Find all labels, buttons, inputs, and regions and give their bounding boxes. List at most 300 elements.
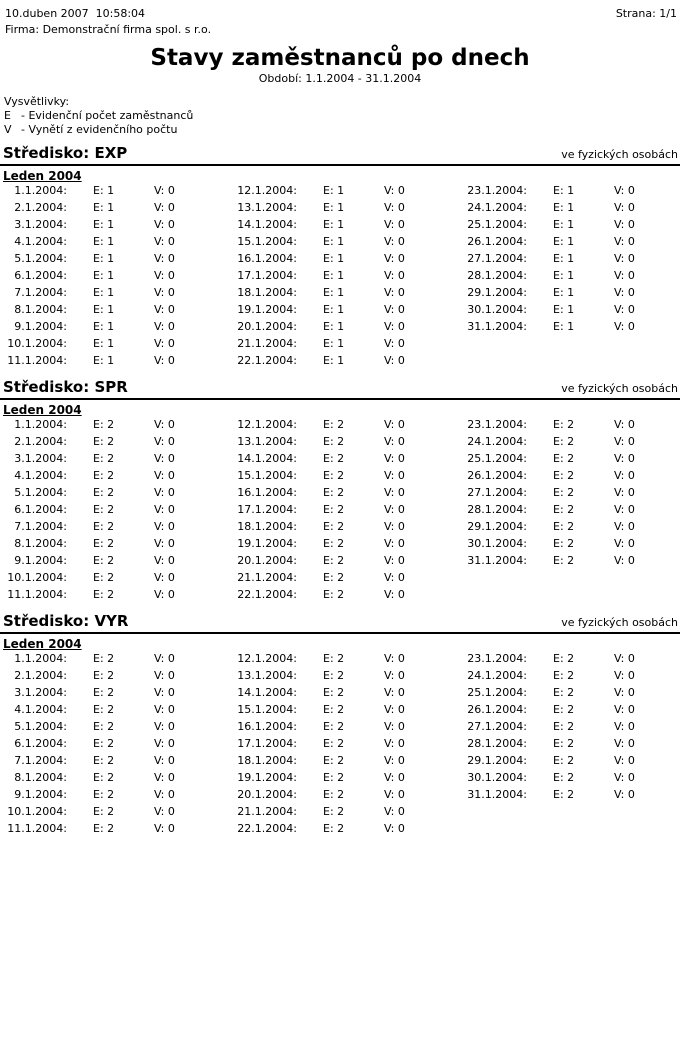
e-count: E: 1 — [323, 286, 345, 299]
table-row — [0, 788, 680, 805]
day-date: 27.1.2004: — [467, 720, 527, 733]
day-date: 22.1.2004: — [237, 822, 297, 835]
v-count: V: 0 — [384, 554, 405, 567]
day-entry — [465, 737, 680, 754]
day-entry — [5, 452, 235, 469]
day-date: 20.1.2004: — [237, 320, 297, 333]
day-date: 26.1.2004: — [467, 469, 527, 482]
v-count: V: 0 — [154, 537, 175, 550]
legend — [0, 95, 680, 137]
e-count: E: 1 — [323, 218, 345, 231]
day-entry — [465, 435, 680, 452]
day-entry — [5, 252, 235, 269]
day-date: 13.1.2004: — [237, 669, 297, 682]
v-count: V: 0 — [384, 320, 405, 333]
day-date: 24.1.2004: — [467, 435, 527, 448]
v-count: V: 0 — [154, 320, 175, 333]
day-entry — [465, 452, 680, 469]
day-entry — [465, 337, 680, 354]
day-date: 1.1.2004: — [14, 652, 67, 665]
day-date: 6.1.2004: — [14, 269, 67, 282]
v-count: V: 0 — [384, 469, 405, 482]
v-count: V: 0 — [154, 486, 175, 499]
day-date: 6.1.2004: — [14, 503, 67, 516]
day-date: 16.1.2004: — [237, 720, 297, 733]
e-count: E: 2 — [93, 737, 115, 750]
v-count: V: 0 — [614, 252, 635, 265]
table-row — [0, 652, 680, 669]
e-count: E: 2 — [553, 686, 575, 699]
day-entry — [235, 737, 465, 754]
day-date: 27.1.2004: — [467, 486, 527, 499]
v-count: V: 0 — [154, 469, 175, 482]
e-count: E: 1 — [323, 201, 345, 214]
e-count: E: 2 — [93, 652, 115, 665]
day-entry — [5, 652, 235, 669]
e-count: E: 1 — [323, 337, 345, 350]
v-count: V: 0 — [154, 354, 175, 367]
v-count: V: 0 — [154, 771, 175, 784]
e-count: E: 2 — [323, 418, 345, 431]
legend-text: - Vynětí z evidenčního počtu — [21, 123, 178, 136]
day-date: 3.1.2004: — [14, 452, 67, 465]
table-row — [0, 537, 680, 554]
v-count: V: 0 — [614, 235, 635, 248]
day-entry — [5, 571, 235, 588]
day-entry — [465, 588, 680, 605]
e-count: E: 1 — [93, 252, 115, 265]
department-title: Středisko: SPR — [3, 378, 128, 396]
day-entry — [235, 337, 465, 354]
print-datetime: 10.duben 2007 10:58:04 — [5, 7, 146, 20]
e-count: E: 1 — [553, 269, 575, 282]
e-count: E: 2 — [553, 771, 575, 784]
day-entry — [465, 235, 680, 252]
v-count: V: 0 — [614, 418, 635, 431]
table-row — [0, 286, 680, 303]
day-date: 8.1.2004: — [14, 303, 67, 316]
table-row — [0, 503, 680, 520]
v-count: V: 0 — [614, 201, 635, 214]
e-count: E: 2 — [323, 588, 345, 601]
e-count — [527, 354, 614, 371]
day-entry — [465, 703, 680, 720]
department-section — [0, 613, 680, 839]
table-row — [0, 588, 680, 605]
table-row — [0, 235, 680, 252]
day-entry — [465, 537, 680, 554]
day-entry — [5, 303, 235, 320]
day-date: 23.1.2004: — [467, 184, 527, 197]
v-count: V: 0 — [384, 435, 405, 448]
e-count: E: 2 — [93, 686, 115, 699]
report-title: Stavy zaměstnanců po dnech — [150, 45, 530, 71]
v-count: V: 0 — [154, 520, 175, 533]
day-entry — [235, 354, 465, 371]
day-entry — [465, 686, 680, 703]
table-row — [0, 554, 680, 571]
department-header — [0, 379, 680, 400]
day-date: 17.1.2004: — [237, 737, 297, 750]
e-count: E: 2 — [93, 520, 115, 533]
day-date: 12.1.2004: — [237, 184, 297, 197]
day-entry — [5, 822, 235, 839]
day-entry — [465, 554, 680, 571]
day-entry — [465, 269, 680, 286]
e-count — [527, 822, 614, 839]
day-entry — [465, 469, 680, 486]
day-entry — [235, 320, 465, 337]
day-date: 16.1.2004: — [237, 486, 297, 499]
day-date: 13.1.2004: — [237, 435, 297, 448]
day-date: 2.1.2004: — [14, 435, 67, 448]
v-count: V: 0 — [154, 686, 175, 699]
day-date: 21.1.2004: — [237, 337, 297, 350]
v-count: V: 0 — [154, 737, 175, 750]
day-date: 27.1.2004: — [467, 252, 527, 265]
day-date: 4.1.2004: — [14, 703, 67, 716]
legend-item — [4, 109, 680, 123]
table-row — [0, 218, 680, 235]
day-entry — [5, 218, 235, 235]
day-date: 7.1.2004: — [14, 286, 67, 299]
table-row — [0, 703, 680, 720]
day-date: 16.1.2004: — [237, 252, 297, 265]
day-date: 12.1.2004: — [237, 652, 297, 665]
e-count: E: 1 — [553, 252, 575, 265]
day-entry — [465, 520, 680, 537]
v-count — [614, 354, 680, 371]
day-date: 19.1.2004: — [237, 771, 297, 784]
department-section — [0, 145, 680, 371]
e-count: E: 1 — [323, 303, 345, 316]
day-date: 11.1.2004: — [7, 588, 67, 601]
table-row — [0, 805, 680, 822]
legend-symbol: V — [4, 123, 12, 136]
day-entry — [5, 337, 235, 354]
v-count: V: 0 — [154, 588, 175, 601]
e-count: E: 1 — [323, 320, 345, 333]
e-count: E: 1 — [93, 320, 115, 333]
table-row — [0, 737, 680, 754]
day-date: 6.1.2004: — [14, 737, 67, 750]
day-date: 20.1.2004: — [237, 554, 297, 567]
day-entry — [5, 788, 235, 805]
day-entry — [235, 520, 465, 537]
v-count: V: 0 — [384, 503, 405, 516]
e-count: E: 1 — [553, 320, 575, 333]
e-count: E: 2 — [553, 720, 575, 733]
day-entry — [235, 805, 465, 822]
e-count: E: 2 — [323, 737, 345, 750]
day-date: 9.1.2004: — [14, 788, 67, 801]
day-entry — [465, 354, 680, 371]
day-entry — [235, 469, 465, 486]
day-date: 3.1.2004: — [14, 686, 67, 699]
day-entry — [235, 822, 465, 839]
e-count: E: 2 — [553, 703, 575, 716]
e-count: E: 2 — [323, 554, 345, 567]
day-date: 30.1.2004: — [467, 537, 527, 550]
day-entry — [235, 754, 465, 771]
v-count: V: 0 — [384, 669, 405, 682]
day-entry — [465, 503, 680, 520]
e-count: E: 2 — [93, 418, 115, 431]
day-date: 23.1.2004: — [467, 652, 527, 665]
day-date: 5.1.2004: — [14, 720, 67, 733]
e-count: E: 1 — [323, 269, 345, 282]
day-date: 18.1.2004: — [237, 286, 297, 299]
day-entry — [5, 771, 235, 788]
e-count: E: 2 — [553, 486, 575, 499]
day-date: 10.1.2004: — [7, 571, 67, 584]
day-date — [465, 822, 527, 839]
v-count: V: 0 — [614, 218, 635, 231]
day-date: 7.1.2004: — [14, 520, 67, 533]
day-entry — [465, 286, 680, 303]
v-count: V: 0 — [154, 720, 175, 733]
v-count: V: 0 — [614, 669, 635, 682]
day-entry — [465, 201, 680, 218]
day-entry — [235, 252, 465, 269]
page-number: Strana: 1/1 — [615, 7, 677, 20]
e-count: E: 1 — [323, 184, 345, 197]
legend-text: - Evidenční počet zaměstnanců — [21, 109, 194, 122]
e-count: E: 1 — [323, 354, 345, 367]
day-entry — [465, 571, 680, 588]
table-row — [0, 452, 680, 469]
day-date: 21.1.2004: — [237, 805, 297, 818]
v-count: V: 0 — [614, 686, 635, 699]
e-count: E: 2 — [93, 788, 115, 801]
v-count: V: 0 — [384, 252, 405, 265]
v-count: V: 0 — [154, 252, 175, 265]
day-date: 24.1.2004: — [467, 201, 527, 214]
e-count: E: 2 — [553, 520, 575, 533]
e-count: E: 2 — [323, 469, 345, 482]
v-count: V: 0 — [384, 537, 405, 550]
day-entry — [5, 737, 235, 754]
e-count: E: 2 — [323, 537, 345, 550]
day-grid — [0, 652, 680, 839]
table-row — [0, 269, 680, 286]
table-row — [0, 201, 680, 218]
v-count: V: 0 — [384, 235, 405, 248]
day-entry — [5, 435, 235, 452]
e-count: E: 2 — [553, 452, 575, 465]
e-count: E: 2 — [323, 771, 345, 784]
day-date: 30.1.2004: — [467, 303, 527, 316]
v-count: V: 0 — [614, 286, 635, 299]
day-date: 11.1.2004: — [7, 354, 67, 367]
day-entry — [465, 771, 680, 788]
table-row — [0, 486, 680, 503]
e-count: E: 1 — [93, 235, 115, 248]
day-entry — [5, 354, 235, 371]
e-count: E: 2 — [323, 788, 345, 801]
legend-item — [4, 123, 680, 137]
e-count: E: 2 — [323, 520, 345, 533]
v-count: V: 0 — [154, 571, 175, 584]
v-count: V: 0 — [154, 503, 175, 516]
v-count: V: 0 — [384, 520, 405, 533]
day-entry — [235, 686, 465, 703]
day-entry — [235, 286, 465, 303]
e-count: E: 1 — [93, 201, 115, 214]
day-entry — [235, 571, 465, 588]
day-entry — [235, 452, 465, 469]
e-count: E: 2 — [93, 554, 115, 567]
e-count: E: 2 — [553, 418, 575, 431]
company-line: Firma: Demonstrační firma spol. s r.o. — [5, 23, 212, 36]
table-row — [0, 337, 680, 354]
day-date: 5.1.2004: — [14, 252, 67, 265]
v-count — [614, 571, 680, 588]
day-date — [465, 354, 527, 371]
day-date: 9.1.2004: — [14, 320, 67, 333]
e-count: E: 2 — [553, 652, 575, 665]
e-count: E: 2 — [93, 754, 115, 767]
v-count: V: 0 — [154, 269, 175, 282]
legend-title: Vysvětlivky: — [4, 95, 70, 108]
e-count: E: 2 — [93, 805, 115, 818]
day-entry — [235, 235, 465, 252]
day-entry — [465, 788, 680, 805]
e-count: E: 2 — [553, 737, 575, 750]
e-count: E: 2 — [93, 588, 115, 601]
table-row — [0, 771, 680, 788]
e-count: E: 1 — [93, 218, 115, 231]
month-label: Leden 2004 — [3, 637, 82, 651]
v-count: V: 0 — [154, 805, 175, 818]
v-count: V: 0 — [614, 788, 635, 801]
e-count: E: 1 — [553, 218, 575, 231]
e-count: E: 2 — [553, 503, 575, 516]
day-entry — [235, 303, 465, 320]
v-count: V: 0 — [384, 452, 405, 465]
day-entry — [235, 184, 465, 201]
v-count: V: 0 — [614, 537, 635, 550]
e-count: E: 1 — [93, 269, 115, 282]
e-count: E: 2 — [93, 452, 115, 465]
e-count: E: 1 — [553, 201, 575, 214]
page-header-row — [0, 7, 680, 20]
v-count: V: 0 — [614, 554, 635, 567]
v-count: V: 0 — [154, 218, 175, 231]
day-entry — [5, 184, 235, 201]
e-count: E: 2 — [553, 554, 575, 567]
day-entry — [465, 720, 680, 737]
e-count: E: 2 — [323, 452, 345, 465]
table-row — [0, 320, 680, 337]
day-date: 4.1.2004: — [14, 469, 67, 482]
e-count: E: 2 — [323, 703, 345, 716]
e-count: E: 2 — [553, 537, 575, 550]
v-count: V: 0 — [384, 652, 405, 665]
e-count — [527, 337, 614, 354]
v-count: V: 0 — [154, 822, 175, 835]
v-count: V: 0 — [614, 452, 635, 465]
v-count: V: 0 — [384, 354, 405, 367]
v-count: V: 0 — [614, 303, 635, 316]
v-count: V: 0 — [154, 452, 175, 465]
table-row — [0, 686, 680, 703]
day-entry — [235, 771, 465, 788]
e-count: E: 2 — [323, 435, 345, 448]
day-entry — [5, 805, 235, 822]
day-entry — [235, 418, 465, 435]
e-count: E: 2 — [323, 669, 345, 682]
v-count: V: 0 — [384, 588, 405, 601]
month-label: Leden 2004 — [3, 403, 82, 417]
day-date: 23.1.2004: — [467, 418, 527, 431]
v-count: V: 0 — [154, 554, 175, 567]
v-count: V: 0 — [614, 720, 635, 733]
v-count: V: 0 — [614, 486, 635, 499]
day-date: 14.1.2004: — [237, 218, 297, 231]
v-count: V: 0 — [614, 320, 635, 333]
v-count: V: 0 — [154, 669, 175, 682]
day-date: 5.1.2004: — [14, 486, 67, 499]
day-date: 29.1.2004: — [467, 754, 527, 767]
unit-note: ve fyzických osobách — [561, 148, 678, 161]
day-date: 31.1.2004: — [467, 554, 527, 567]
e-count: E: 2 — [93, 571, 115, 584]
e-count: E: 1 — [93, 354, 115, 367]
day-date: 15.1.2004: — [237, 235, 297, 248]
day-date: 28.1.2004: — [467, 269, 527, 282]
e-count: E: 1 — [553, 286, 575, 299]
e-count: E: 2 — [93, 435, 115, 448]
e-count: E: 2 — [553, 669, 575, 682]
table-row — [0, 720, 680, 737]
v-count: V: 0 — [384, 486, 405, 499]
day-entry — [235, 720, 465, 737]
day-date: 22.1.2004: — [237, 588, 297, 601]
day-entry — [465, 320, 680, 337]
day-date: 19.1.2004: — [237, 537, 297, 550]
e-count: E: 2 — [553, 788, 575, 801]
e-count: E: 2 — [323, 686, 345, 699]
day-entry — [235, 669, 465, 686]
day-entry — [235, 703, 465, 720]
day-date: 25.1.2004: — [467, 686, 527, 699]
v-count: V: 0 — [384, 737, 405, 750]
day-date: 21.1.2004: — [237, 571, 297, 584]
v-count: V: 0 — [614, 503, 635, 516]
table-row — [0, 435, 680, 452]
e-count — [527, 588, 614, 605]
e-count: E: 1 — [323, 252, 345, 265]
v-count: V: 0 — [614, 520, 635, 533]
department-title: Středisko: VYR — [3, 612, 129, 630]
v-count: V: 0 — [154, 235, 175, 248]
table-row — [0, 571, 680, 588]
day-date: 31.1.2004: — [467, 788, 527, 801]
table-row — [0, 822, 680, 839]
e-count: E: 2 — [323, 720, 345, 733]
table-row — [0, 754, 680, 771]
e-count: E: 2 — [323, 805, 345, 818]
v-count: V: 0 — [384, 269, 405, 282]
v-count: V: 0 — [384, 754, 405, 767]
v-count — [614, 337, 680, 354]
day-entry — [5, 520, 235, 537]
day-entry — [5, 469, 235, 486]
e-count: E: 1 — [323, 235, 345, 248]
day-entry — [235, 269, 465, 286]
day-entry — [5, 269, 235, 286]
